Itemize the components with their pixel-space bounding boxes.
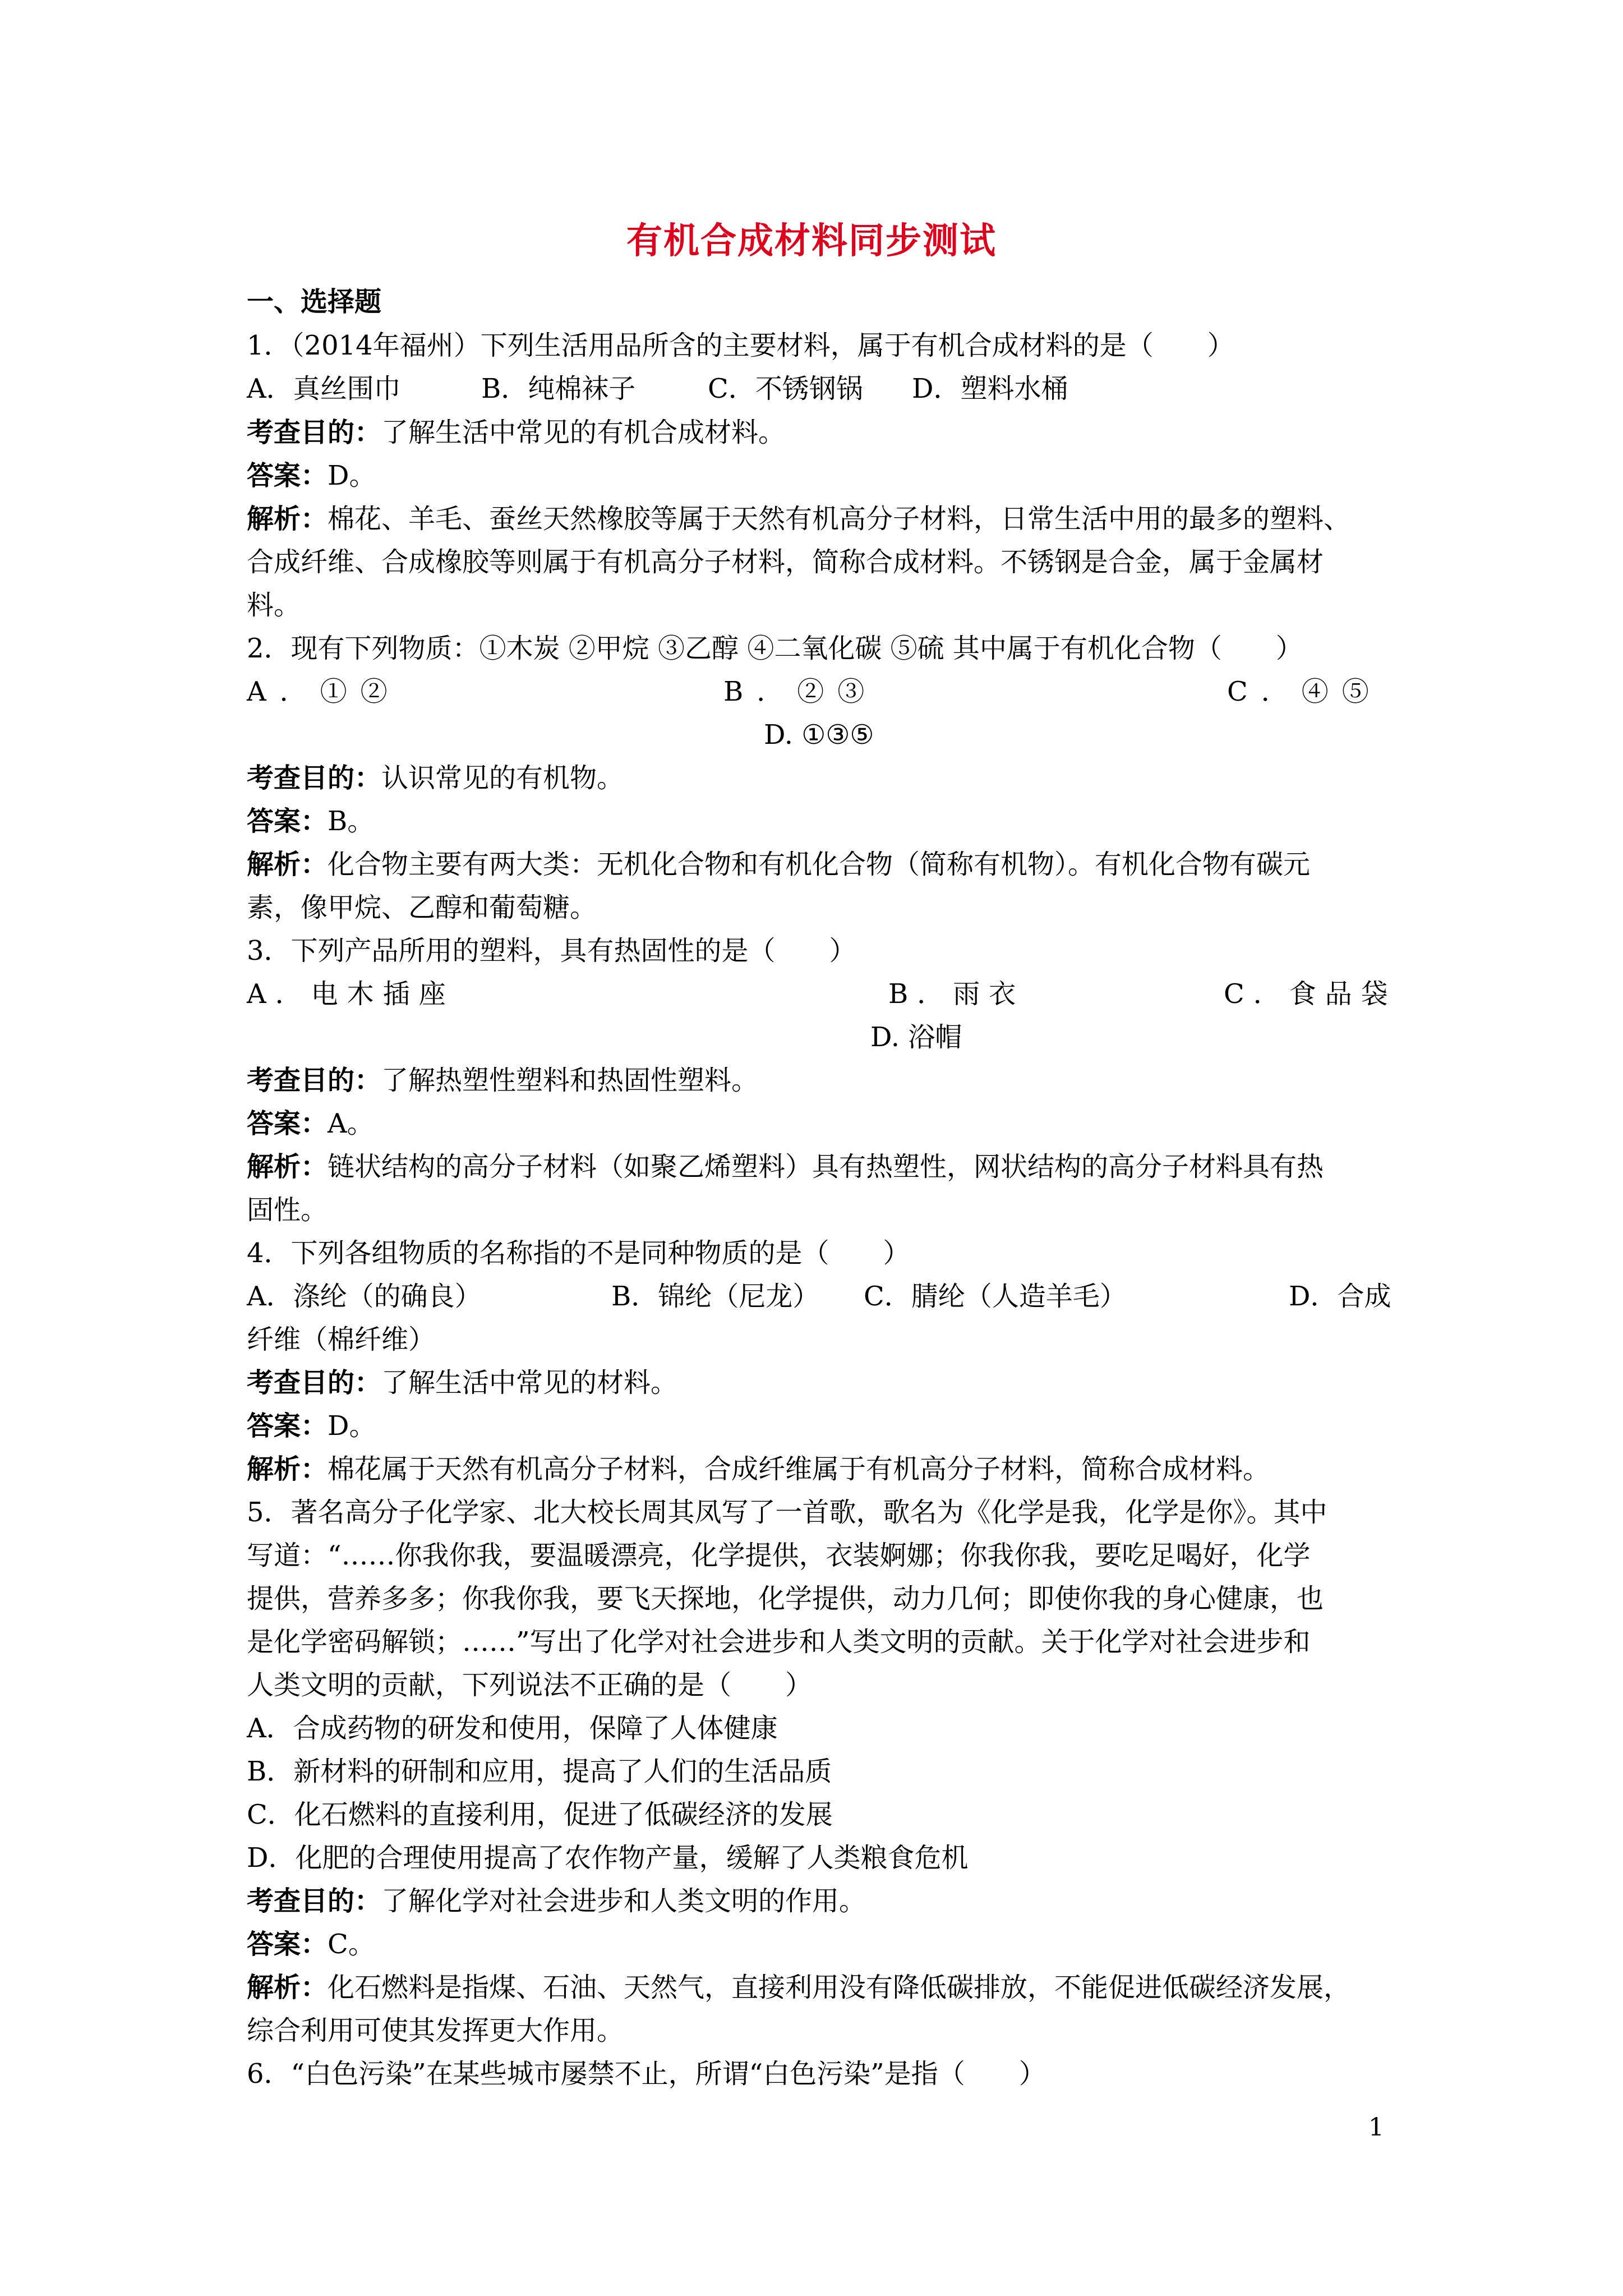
answer-text: A。 [328,1108,374,1139]
analysis-text: 链状结构的高分子材料（如聚乙烯塑料）具有热塑性，网状结构的高分子材料具有热 [328,1151,1324,1182]
q2-option-a: A．①② [247,676,401,707]
answer-text: C。 [328,1929,375,1960]
q1-purpose [247,416,1396,449]
q5-option-c: C．化石燃料的直接利用，促进了低碳经济的发展 [247,1799,833,1830]
q5-stem-line-2: 写道：“……你我你我，要温暖漂亮，化学提供，衣装婀娜；你我你我，要吃足喝好，化学 [247,1540,1311,1571]
purpose-text: 了解热塑性塑料和热固性塑料。 [381,1065,759,1096]
q1-analysis-line-3: 料。 [247,590,301,621]
purpose-text: 了解生活中常见的有机合成材料。 [381,417,786,448]
q4-stem: 4．下列各组物质的名称指的不是同种物质的是（ ） [247,1237,910,1269]
q5-option-d: D．化肥的合理使用提高了农作物产量，缓解了人类粮食危机 [247,1842,969,1874]
q5-stem-line-5: 人类文明的贡献，下列说法不正确的是（ ） [247,1669,813,1701]
q2-answer [247,804,1396,838]
answer-label: 答案： [247,460,328,491]
answer-label: 答案： [247,806,328,837]
answer-text: B。 [328,806,375,837]
q1-answer [247,459,1396,493]
q4-purpose [247,1366,1396,1400]
q3-stem: 3．下列产品所用的塑料，具有热固性的是（ ） [247,935,856,967]
q5-stem-line-1: 5．著名高分子化学家、北大校长周其凤写了一首歌，歌名为《化学是我，化学是你》。其中 [247,1497,1327,1528]
q4-option-a: A．涤纶（的确良） [247,1281,482,1312]
q3-purpose [247,1064,1396,1097]
q1-option-d: D．塑料水桶 [912,373,1068,404]
analysis-label: 解析： [247,1453,328,1485]
analysis-text: 棉花属于天然有机高分子材料，合成纤维属于有机高分子材料，简称合成材料。 [328,1453,1270,1485]
q5-analysis-line-2: 综合利用可使其发挥更大作用。 [247,2015,624,2046]
q3-option-d: D. 浴帽 [870,1022,962,1053]
q4-option-c: C．腈纶（人造羊毛） [864,1281,1127,1312]
analysis-label: 解析： [247,849,328,880]
q4-answer [247,1409,1396,1443]
q2-analysis-line-1 [247,848,1396,881]
q1-option-b: B．纯棉袜子 [481,373,636,404]
q5-analysis-line-1 [247,1971,1396,2004]
q5-answer [247,1927,1396,1961]
analysis-text: 化石燃料是指煤、石油、天然气，直接利用没有降低碳排放，不能促进低碳经济发展， [328,1972,1351,2003]
q2-option-b: B．②③ [723,676,878,707]
answer-label: 答案： [247,1410,328,1442]
q3-answer [247,1107,1396,1140]
q3-option-a: A．电木插座 [247,978,455,1010]
q5-purpose [247,1884,1396,1918]
q5-stem-line-3: 提供，营养多多；你我你我，要飞天探地，化学提供，动力几何；即使你我的身心健康，也 [247,1583,1324,1614]
section-heading: 一、选择题 [247,286,382,318]
document-title: 有机合成材料同步测试 [626,220,997,262]
q1-analysis-line-2: 合成纤维、合成橡胶等则属于有机高分子材料，简称合成材料。不锈钢是合金，属于金属材 [247,546,1324,578]
purpose-text: 了解化学对社会进步和人类文明的作用。 [381,1885,866,1917]
q5-option-a: A．合成药物的研发和使用，保障了人体健康 [247,1713,778,1744]
q1-stem: 1．（2014年福州）下列生活用品所含的主要材料，属于有机合成材料的是（ ） [247,330,1234,361]
q4-analysis-line-1 [247,1452,1396,1486]
q2-analysis-line-2: 素，像甲烷、乙醇和葡萄糖。 [247,892,597,923]
purpose-text: 了解生活中常见的材料。 [381,1367,678,1398]
q4-option-d-continued: 纤维（棉纤维） [247,1324,436,1355]
q2-purpose [247,761,1396,795]
q1-analysis-line-1 [247,502,1396,536]
analysis-label: 解析： [247,1972,328,2003]
answer-label: 答案： [247,1929,328,1960]
q2-option-d: D. ①③⑤ [764,719,874,751]
purpose-label: 考查目的： [247,1885,382,1917]
analysis-text: 化合物主要有两大类：无机化合物和有机化合物（简称有机物）。有机化合物有碳元 [328,849,1311,880]
analysis-label: 解析： [247,503,328,535]
purpose-label: 考查目的： [247,1065,382,1096]
q4-option-b: B．锦纶（尼龙） [611,1281,820,1312]
q1-option-a: A．真丝围巾 [247,373,401,404]
q2-option-c: C．④⑤ [1227,676,1382,707]
page-number: 1 [1368,2113,1384,2142]
q3-analysis-line-1 [247,1150,1396,1184]
q3-analysis-line-2: 固性。 [247,1194,328,1226]
q6-stem: 6．“白色污染”在某些城市屡禁不止，所谓“白色污染”是指（ ） [247,2058,1046,2090]
answer-label: 答案： [247,1108,328,1139]
analysis-label: 解析： [247,1151,328,1182]
answer-text: D。 [328,460,376,491]
q5-stem-line-4: 是化学密码解锁；……”写出了化学对社会进步和人类文明的贡献。关于化学对社会进步和 [247,1626,1311,1658]
q5-option-b: B．新材料的研制和应用，提高了人们的生活品质 [247,1756,832,1787]
q4-option-d: D．合成 [1289,1281,1391,1312]
purpose-label: 考查目的： [247,1367,382,1398]
q3-option-c: C．食品袋 [1224,978,1397,1010]
answer-text: D。 [328,1410,376,1442]
purpose-label: 考查目的： [247,417,382,448]
purpose-text: 认识常见的有机物。 [381,762,624,794]
q2-stem: 2．现有下列物质：①木炭 ②甲烷 ③乙醇 ④二氧化碳 ⑤硫 其中属于有机化合物（ ） [247,633,1303,664]
analysis-text: 棉花、羊毛、蚕丝天然橡胶等属于天然有机高分子材料，日常生活中用的最多的塑料、 [328,503,1351,535]
q1-option-c: C．不锈钢锅 [708,373,863,404]
purpose-label: 考查目的： [247,762,382,794]
q3-option-b: B．雨衣 [888,978,1025,1010]
